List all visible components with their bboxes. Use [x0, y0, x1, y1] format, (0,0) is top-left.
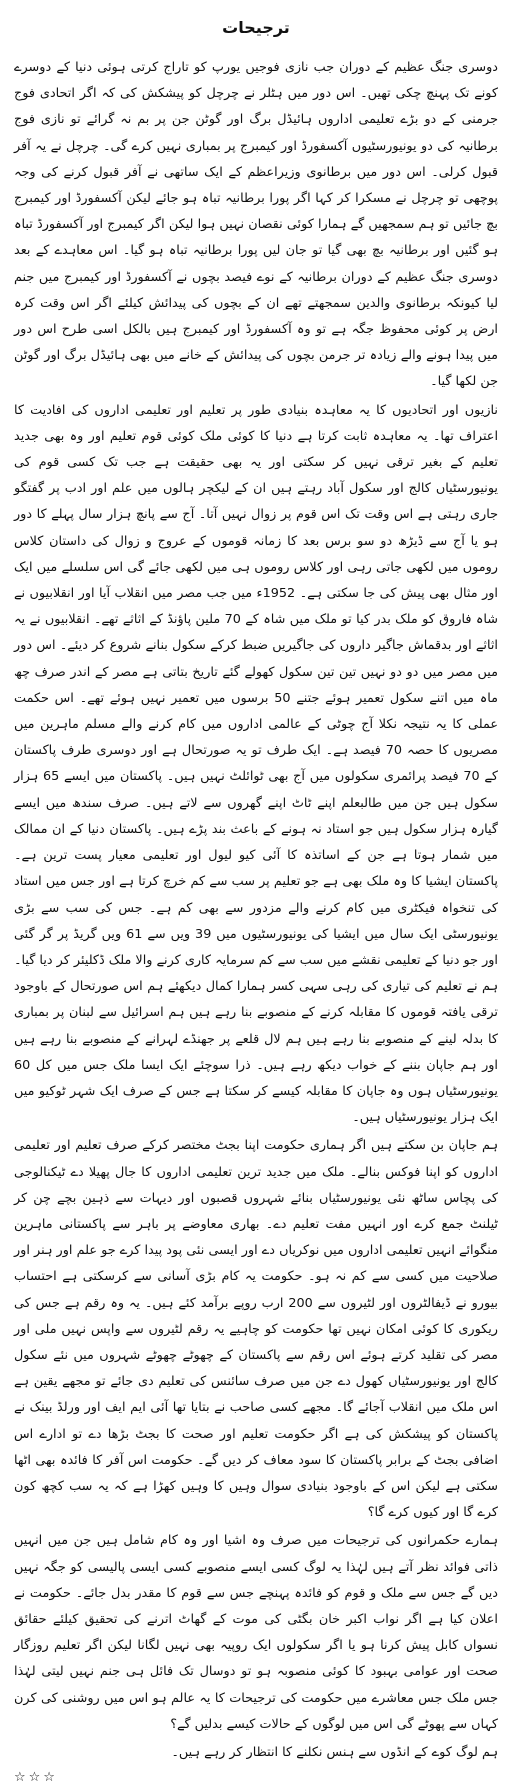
paragraph: نازیوں اور اتحادیوں کا یہ معاہدہ بنیادی طور پر تعلیم اور تعلیمی اداروں کی افادیت کا اعتراف تھا۔ یہ معاہدہ ثابت کرتا ہے دنیا کا کوئی ملک کوئی قوم تعلیم اور وہ بھی جدید تعلیم کے بغیر ترقی نہیں کر سکتی اور یہ بھی حقیقت ہے جب تک کسی قوم کی یونیورسٹیاں کالج اور سکول آباد رہتے ہیں ان کے لیکچر ہالوں میں علم اور ادب پر گفتگو جاری رہتی ہے اس وقت تک اس قوم پر زوال نہیں آتا۔ آج سے پانچ ہزار سال پہلے کا دور ہو یا آج سے ڈیڑھ دو سو برس بعد کا زمانہ قوموں کے عروج و زوال کی داستان کلاس روموں میں لکھی جاتی رہی اور کلاس روموں ہی میں لکھی جائے گی اس سلسلے میں ایک اور مثال بھی پیش کی جا سکتی ہے۔ 1952ء میں جب مصر میں انقلاب آیا اور انقلابیوں نے شاہ فاروق کو ملک بدر کیا تو ملک میں شاہ کے 70 ملین پاؤنڈ کے اثاثے تھے۔ انقلابیوں نے یہ اثاثے اور بدقماش جاگیر داروں کی جاگیریں ضبط کرکے سکول بنانے شروع کر دیئے۔ اس دور میں مصر میں دو دو نہیں تین تین سکول کھولے گئے تاریخ بتاتی ہے مصر کے اندر صرف چھ ماہ میں اتنے سکول تعمیر ہوئے جتنے 50 برسوں میں تعمیر نہیں ہوئے تھے۔ اس حکمت عملی کا یہ نتیجہ نکلا آج چوٹی کے عالمی اداروں میں کام کرنے والے مسلم ماہرین میں مصریوں کا حصہ 70 فیصد ہے۔ ایک طرف تو یہ صورتحال ہے اور دوسری طرف پاکستان کے 70 فیصد پرائمری سکولوں میں آج بھی ٹوائلٹ نہیں ہیں۔ پاکستان میں ایسے 65 ہزار سکول ہیں جن میں طالبعلم اپنے ٹاٹ اپنے گھروں سے لاتے ہیں۔ صرف سندھ میں ایسے گیارہ ہزار سکول ہیں جو استاد نہ ہونے کے باعث بند پڑے ہیں۔ پاکستان دنیا کے ان ممالک میں شمار ہوتا ہے جن کے اساتذہ کا آئی کیو لیول اور تعلیمی معیار پست ترین ہے۔ پاکستان ایشیا کا وہ ملک بھی ہے جو تعلیم پر سب سے کم خرچ کرتا ہے اور جس میں استاد کی تنخواہ فیکٹری میں کام کرنے والے مزدور سے بھی کم ہے۔ جس کی سب سے بڑی یونیورسٹی ایک سال میں ایشیا کی یونیورسٹیوں میں 39 ویں سے 61 ویں گریڈ پر گر گئی اور جو دنیا کے تعلیمی نقشے میں سب سے کم سرمایہ کاری کرنے والا ملک ڈکلیئر کر دیا گیا۔ ہم نے تعلیم کی تیاری کی رہی سہی کسر ہمارا کمال دیکھئے ہم اس صورتحال کے باوجود ترقی یافتہ قوموں کا مقابلہ کرنے کے منصوبے بنا رہے ہیں ہم اسرائیل سے لبنان پر بمباری کا بدلہ لینے کے منصوبے بنا رہے ہیں ہم لال قلعے پر جھنڈے لہرانے کے منصوبے بنا رہے ہیں اور ہم جاپان بننے کے خواب دیکھ رہے ہیں۔ ذرا سوچئے ایک ایسا ملک جس میں کل 60 یونیورسٹیاں ہوں وہ جاپان کا مقابلہ کیسے کر سکتا ہے جس کے صرف ایک شہر ٹوکیو میں ایک ہزار یونیورسٹیاں ہیں۔: [14, 402, 498, 1126]
paragraph: ہم لوگ کوے کے انڈوں سے ہنس نکلنے کا انتظار کر رہے ہیں۔: [171, 1745, 498, 1760]
paragraph: ہمارے حکمرانوں کی ترجیحات میں صرف وہ اشیا اور وہ کام شامل ہیں جن میں انہیں ذاتی فوائد نظر آتے ہیں لہٰذا یہ لوگ کسی ایسے منصوبے کسی ایسی پالیسی کو جگہ نہیں دیں گے جس سے ملک و قوم کو فائدہ پہنچے جس سے قوم کا مقدر بدل جائے۔ حکومت نے اعلان کیا ہے اگر نواب اکبر خان بگٹی کی موت کے گھاٹ اترنے کی تحقیق کیلئے حقائق نسواں کابل پیش کرنا ہو یا اگر سکولوں ایک روپیہ بھی نہیں لگانا لیکن اگر تعلیم روزگار صحت اور عوامی بہبود کا کوئی منصوبہ ہو تو دوسال تک فائل ہی جنم نہیں لیتی لہٰذا جس ملک جس معاشرے میں حکومت کی ترجیحات کا یہ عالم ہو اس میں روشنی کی کرن کہاں سے پھوٹے گی اس میں لوگوں کے حالات کیسے بدلیں گے؟: [14, 1533, 498, 1732]
paragraph: ہم جاپان بن سکتے ہیں اگر ہماری حکومت اپنا بجٹ مختصر کرکے صرف تعلیم اور تعلیمی اداروں کو اپنا فوکس بنالے۔ ملک میں جدید ترین تعلیمی اداروں کا جال پھیلا دے ٹیکنالوجی کی پچاس ساٹھ نئی یونیورسٹیاں بنائے شہروں قصبوں اور دیہات سے ذہین بچے چن کر ٹیلنٹ جمع کرے اور انہیں مفت تعلیم دے۔ بھاری معاوضے پر باہر سے پاکستانی ماہرین منگوائے انہیں تعلیمی اداروں میں نوکریاں دے اور ایسی نئی پود پیدا کرے جو علم اور ہنر اور صلاحیت میں کسی سے کم نہ ہو۔ حکومت یہ کام بڑی آسانی سے کرسکتی ہے احتساب بیورو نے ڈیفالٹروں اور لٹیروں سے 200 ارب روپے برآمد کئے ہیں۔ یہ وہ رقم ہے جس کی ریکوری کا کوئی امکان نہیں تھا حکومت کو چاہیے یہ رقم لٹیروں سے واپس نہیں ملی اور مصر کی تقلید کرتے ہوئے اس رقم سے پاکستان کے چھوٹے چھوٹے شہروں میں نئے سکول کالج اور یونیورسٹیاں کھول دے جن میں صرف سائنس کی تعلیم دی جائے تو مجھے یقین ہے اس ملک میں انقلاب آجائے گا۔ مجھے کسی صاحب نے بتایا تھا آئی ایم ایف اور ورلڈ بینک نے پاکستان کو پیشکش کی ہے اگر حکومت تعلیم اور صحت کا بجٹ بڑھا دے تو ادارے اس اضافی بجٹ کے برابر پاکستان کا سود معاف کر دیں گے۔ حکومت اس آفر کا فائدہ بھی اٹھا سکتی ہے لیکن اس کے باوجود بنیادی سوال وہیں کا وہیں کھڑا ہے کہ یہ سب کچھ کون کرے گا اور کیوں کرے گا؟: [14, 1138, 498, 1521]
article-title: ترجیحات: [222, 18, 290, 37]
end-mark-stars-icon: ☆☆☆: [14, 1770, 58, 1785]
paragraph: دوسری جنگ عظیم کے دوران جب نازی فوجیں یورپ کو تاراج کرتی ہوئی دنیا کے دوسرے کونے تک پہنچ چکی تھیں۔ اس دور میں ہٹلر نے چرچل کو پیشکش کی کہ اگر اتحادی فوج جرمنی کے دو بڑے تعلیمی اداروں ہائیڈل برگ اور گوٹن جن پر بم نہ گرائے تو نازی فوج برطانیہ کی دو یونیورسٹیوں آکسفورڈ اور کیمبرج پر بمباری نہیں کرے گی۔ چرچل نے یہ آفر قبول کرلی۔ اس دور میں برطانوی وزیراعظم کے ایک ساتھی نے آفر قبول کرنے کی وجہ پوچھی تو چرچل نے مسکرا کر کہا اگر پورا برطانیہ تباہ ہو جائے لیکن آکسفورڈ اور کیمبرج بچ جائیں تو ہم سمجھیں گے ہمارا کوئی نقصان نہیں ہوا لیکن اگر کیمبرج اور آکسفورڈ تباہ ہو گئیں اور برطانیہ بچ بھی گیا تو جان لیں پورا برطانیہ تباہ ہو گیا۔ اس معاہدے کے بعد دوسری جنگ عظیم کے دوران برطانیہ کے نوے فیصد بچوں نے آکسفورڈ اور کیمبرج میں جنم لیا کیونکہ برطانوی والدین سمجھتے تھے ان کے بچوں کی پیدائش کیلئے اگر اس وقت کرہ ارض پر کوئی محفوظ جگہ ہے تو وہ آکسفورڈ اور کیمبرج ہیں بالکل اسی طرح اس دور میں پیدا ہونے والے زیادہ تر جرمن بچوں کی پیدائش کے خانے میں بھی ہائیڈل برگ اور گوٹن جن لکھا گیا۔: [14, 60, 498, 390]
article-body: [14, 55, 498, 1766]
